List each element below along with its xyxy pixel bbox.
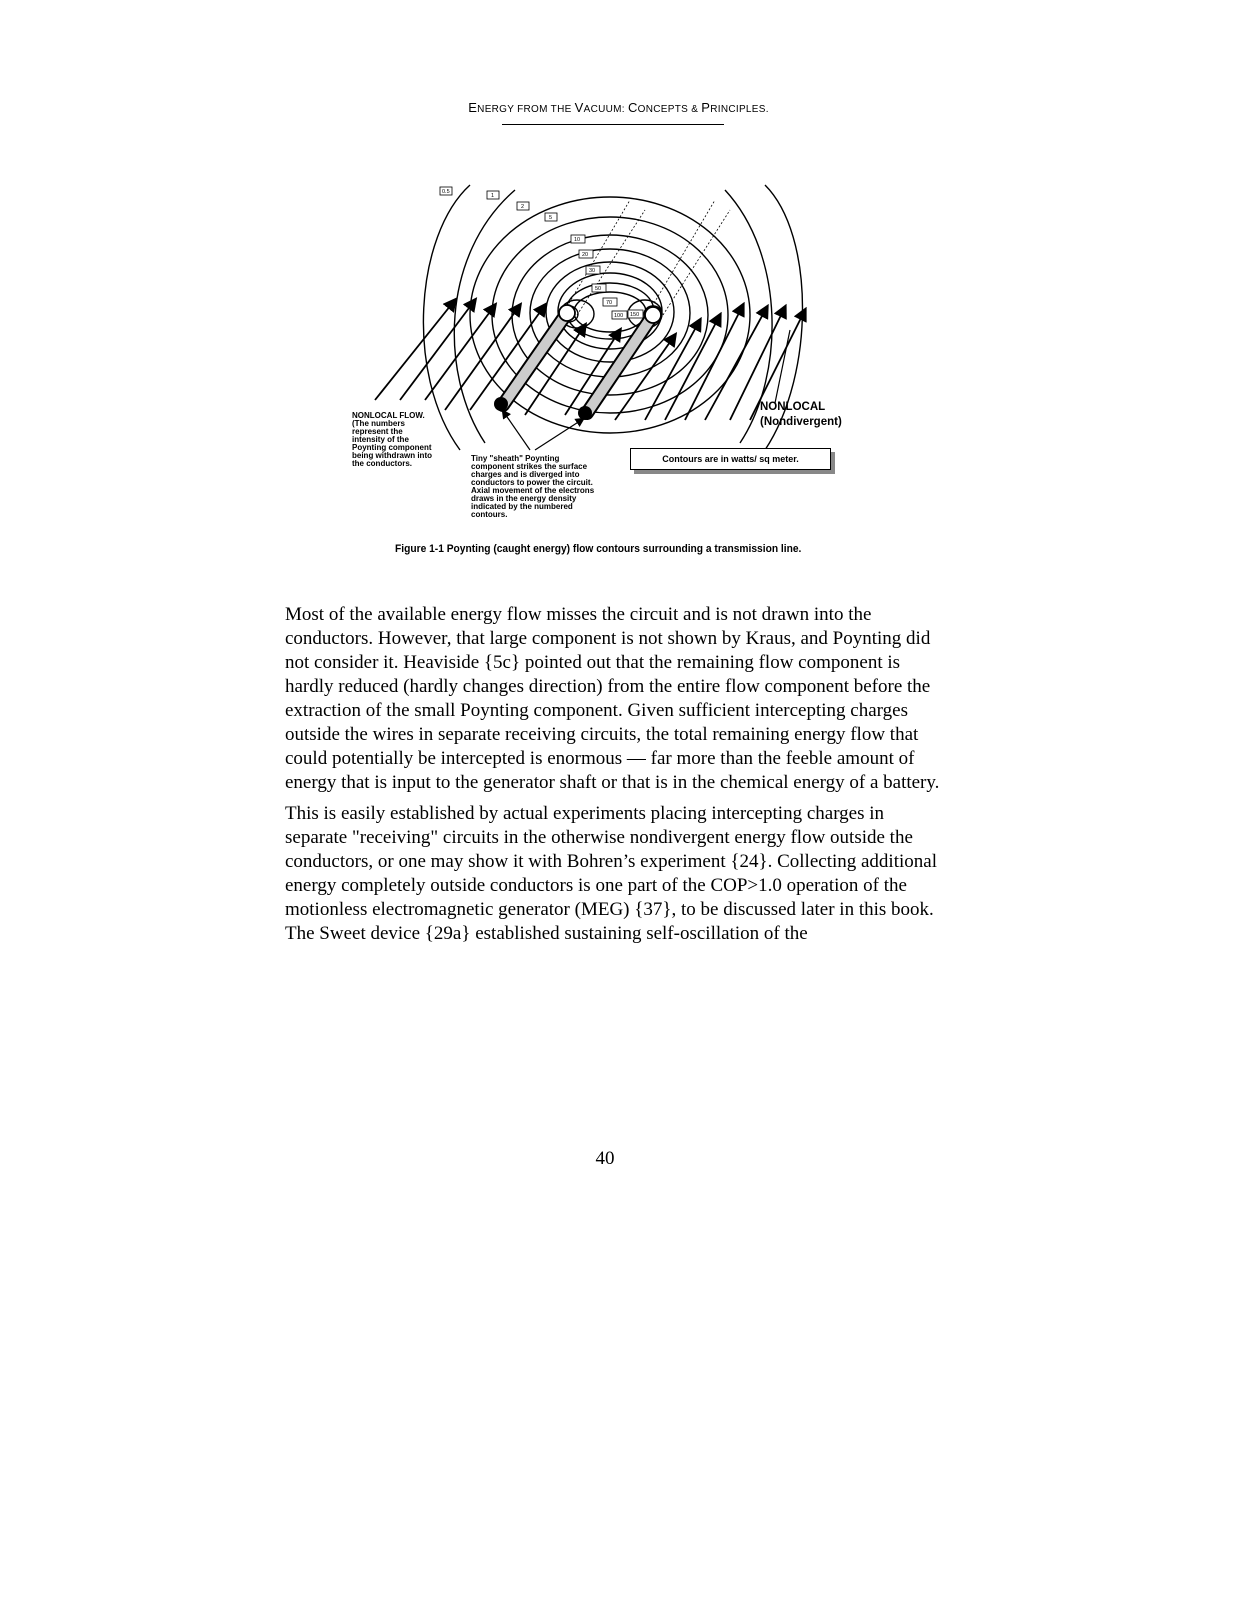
contour-tag: [628, 310, 643, 318]
svg-text:5: 5: [549, 215, 553, 221]
paragraph: This is easily established by actual experiments placing intercepting charges in separate "receiving" circuits in the otherwise nondivergent energy flow outside the conductors, or one may show it with Bohren’s experiment {24}. Collecting additional energy completely outside conductors is one part of the COP>1.0 operation of the motionless electromagnetic generator (MEG) {37}, to be discussed later in this book. The Sweet device {29a} established sustaining self-oscillation of the: [285, 803, 937, 944]
label-line: Tiny "sheath" Poynting: [471, 454, 560, 463]
label-line: indicated by the numbered: [471, 502, 573, 511]
running-head-part: P: [701, 100, 711, 115]
running-head-part: ACUUM:: [583, 104, 628, 115]
running-head-part: E: [468, 100, 478, 115]
contour-tag: [612, 311, 627, 319]
nonlocal-nondivergent-label: [760, 400, 842, 430]
page-number: 40: [595, 1148, 615, 1169]
running-head-part: ONCEPTS &: [637, 104, 702, 115]
svg-text:0.5: 0.5: [442, 189, 450, 195]
body-text: [285, 603, 945, 953]
running-head-part: RINCIPLES.: [710, 104, 769, 115]
svg-text:70: 70: [606, 300, 613, 306]
label-line: being withdrawn into: [352, 451, 432, 460]
label-line: charges and is diverged into: [471, 470, 580, 479]
label-line: conductors to power the circuit.: [471, 478, 593, 487]
contour-tag: [545, 213, 557, 221]
svg-text:1: 1: [491, 193, 495, 199]
contour-tag: [487, 191, 499, 199]
label-line: the conductors.: [352, 459, 413, 468]
running-head-rule: [502, 124, 724, 125]
svg-text:100: 100: [614, 313, 624, 319]
svg-text:150: 150: [630, 312, 640, 318]
contour-tag: [586, 266, 600, 274]
contour-tag: [517, 202, 529, 210]
label-line: component strikes the surface: [471, 462, 588, 471]
svg-text:20: 20: [582, 252, 589, 258]
running-head: [0, 100, 1237, 115]
label-line: Axial movement of the electrons: [471, 486, 595, 495]
label-line: Poynting component: [352, 443, 432, 452]
nonlocal-flow-label: [352, 412, 462, 468]
svg-text:10: 10: [574, 237, 581, 243]
running-head-part: C: [627, 100, 638, 115]
label-line: intensity of the: [352, 435, 409, 444]
running-head-part: V: [574, 100, 584, 115]
svg-text:2: 2: [521, 204, 525, 210]
contours-units-note: Contours are in watts/ sq meter.: [630, 448, 831, 470]
contour-tag: [571, 235, 585, 243]
paragraph: Most of the available energy flow misses the circuit and is not drawn into the conductors. However, that large component is not shown by Kraus, and Poynting did not consider it. Heaviside {5c} pointed out that the remaining flow component is hardly reduced (hardly changes direction) from the entire flow component before the extraction of the small Poynting component. Given sufficient intercepting charges outside the wires in separate receiving circuits, the total remaining energy flow that could potentially be intercepted is enormous — far more than the feeble amount of energy that is input to the generator shaft or that is in the chemical energy of a battery.: [285, 604, 940, 793]
label-line: NONLOCAL FLOW.: [352, 411, 425, 420]
sheath-component-label: [471, 455, 641, 519]
svg-text:30: 30: [589, 268, 596, 274]
contour-tag: [592, 284, 606, 292]
label-line: draws in the energy density: [471, 494, 577, 503]
running-head-part: NERGY FROM THE: [477, 104, 575, 115]
label-line: (The numbers: [352, 419, 405, 428]
contour-tag: [440, 187, 452, 195]
contour-tag: [603, 298, 617, 306]
label-line: contours.: [471, 510, 508, 519]
label-line: NONLOCAL: [760, 401, 826, 413]
figure-caption: Figure 1-1 Poynting (caught energy) flow contours surrounding a transmission line.: [395, 543, 802, 555]
label-line: represent the: [352, 427, 403, 436]
contour-tag: [579, 250, 593, 258]
figure-poynting-contours: [345, 175, 875, 570]
label-line: (Nondivergent): [760, 416, 842, 428]
svg-text:50: 50: [595, 286, 602, 292]
